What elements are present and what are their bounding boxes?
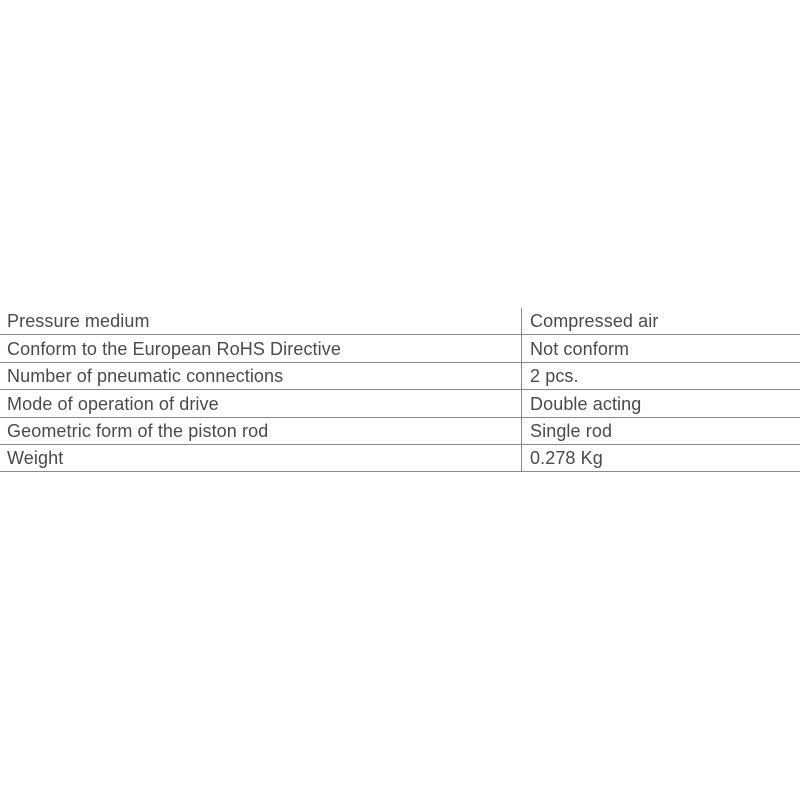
row-label: Number of pneumatic connections xyxy=(7,366,284,387)
row-value: 2 pcs. xyxy=(530,366,579,387)
table-row xyxy=(0,445,800,472)
row-value: Compressed air xyxy=(530,311,659,332)
row-value: Not conform xyxy=(530,338,630,359)
row-label: Mode of operation of drive xyxy=(7,393,219,414)
row-value: Single rod xyxy=(530,420,613,441)
spec-table xyxy=(0,308,800,472)
row-label: Geometric form of the piston rod xyxy=(7,420,269,441)
table-row xyxy=(0,363,800,390)
table-row xyxy=(0,418,800,445)
table-row xyxy=(0,335,800,362)
row-label: Pressure medium xyxy=(7,311,150,332)
table-row xyxy=(0,308,800,335)
table-row xyxy=(0,390,800,417)
row-value: Double acting xyxy=(530,393,642,414)
row-value: 0.278 Kg xyxy=(530,448,603,469)
row-label: Weight xyxy=(7,448,64,469)
row-label: Conform to the European RoHS Directive xyxy=(7,338,341,359)
